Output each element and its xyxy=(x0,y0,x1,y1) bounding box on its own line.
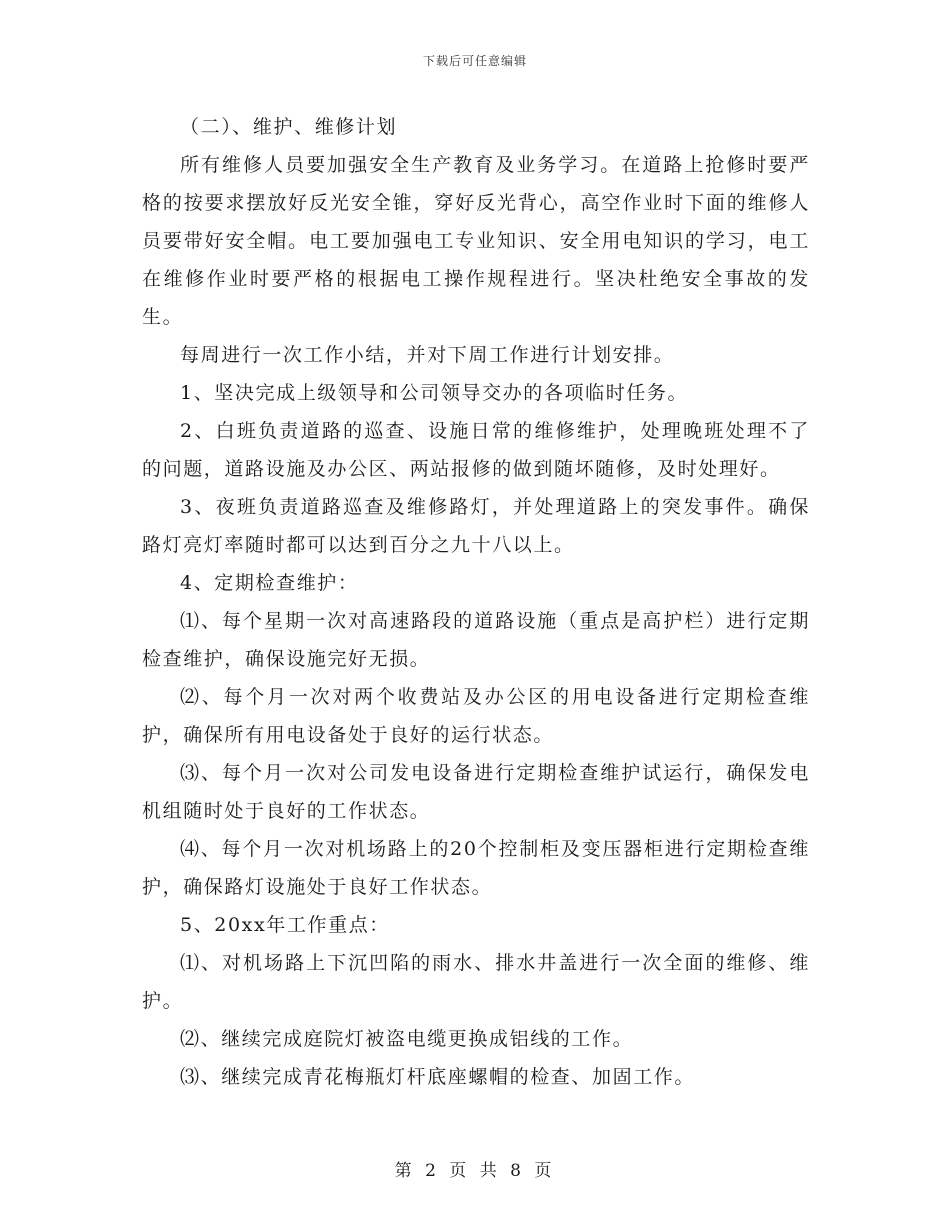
list-item: 3、夜班负责道路巡查及维修路灯，并处理道路上的突发事件。确保路灯亮灯率随时都可以达到百分之九十八以上。 xyxy=(142,496,810,556)
sub-list-item: ⑴、对机场路上下沉凹陷的雨水、排水井盖进行一次全面的维修、维护。 xyxy=(142,952,810,1012)
paragraph: 每周进行一次工作小结，并对下周工作进行计划安排。 xyxy=(180,344,675,366)
list-item: 2、白班负责道路的巡查、设施日常的维修维护，处理晚班处理不了的问题，道路设施及办公区、两站报修的做到随坏随修，及时处理好。 xyxy=(142,420,810,480)
page-number: 第 2 页 共 8 页 xyxy=(394,1161,556,1181)
sub-list-item: ⑵、每个月一次对两个收费站及办公区的用电设备进行定期检查维护，确保所有用电设备处于良好的运行状态。 xyxy=(142,686,810,746)
list-item: 1、坚决完成上级领导和公司领导交办的各项临时任务。 xyxy=(180,382,689,404)
list-item: 4、定期检查维护： xyxy=(180,572,359,594)
sub-list-item: ⑷、每个月一次对机场路上的20个控制柜及变压器柜进行定期检查维护，确保路灯设施处于良好工作状态。 xyxy=(142,838,810,898)
sub-list-item: ⑵、继续完成庭院灯被盗电缆更换成铝线的工作。 xyxy=(180,1028,634,1050)
paragraph: 所有维修人员要加强安全生产教育及业务学习。在道路上抢修时要严格的按要求摆放好反光安全锥，穿好反光背心，高空作业时下面的维修人员要带好安全帽。电工要加强电工专业知识、安全用电知识的学习，电工在维修作业时要严格的根据电工操作规程进行。坚决杜绝安全事故的发生。 xyxy=(142,154,810,328)
sub-list-item: ⑶、继续完成青花梅瓶灯杆底座螺帽的检查、加固工作。 xyxy=(180,1066,696,1088)
sub-list-item: ⑶、每个月一次对公司发电设备进行定期检查维护试运行，确保发电机组随时处于良好的工作状态。 xyxy=(142,762,810,822)
sub-list-item: ⑴、每个星期一次对高速路段的道路设施（重点是高护栏）进行定期检查维护，确保设施完好无损。 xyxy=(142,610,810,670)
document-body xyxy=(142,108,810,1096)
list-item: 5、20xx年工作重点： xyxy=(180,914,390,936)
page-header-note: 下载后可任意编辑 xyxy=(422,54,527,68)
section-heading: （二）、维护、维修计划 xyxy=(180,116,398,138)
